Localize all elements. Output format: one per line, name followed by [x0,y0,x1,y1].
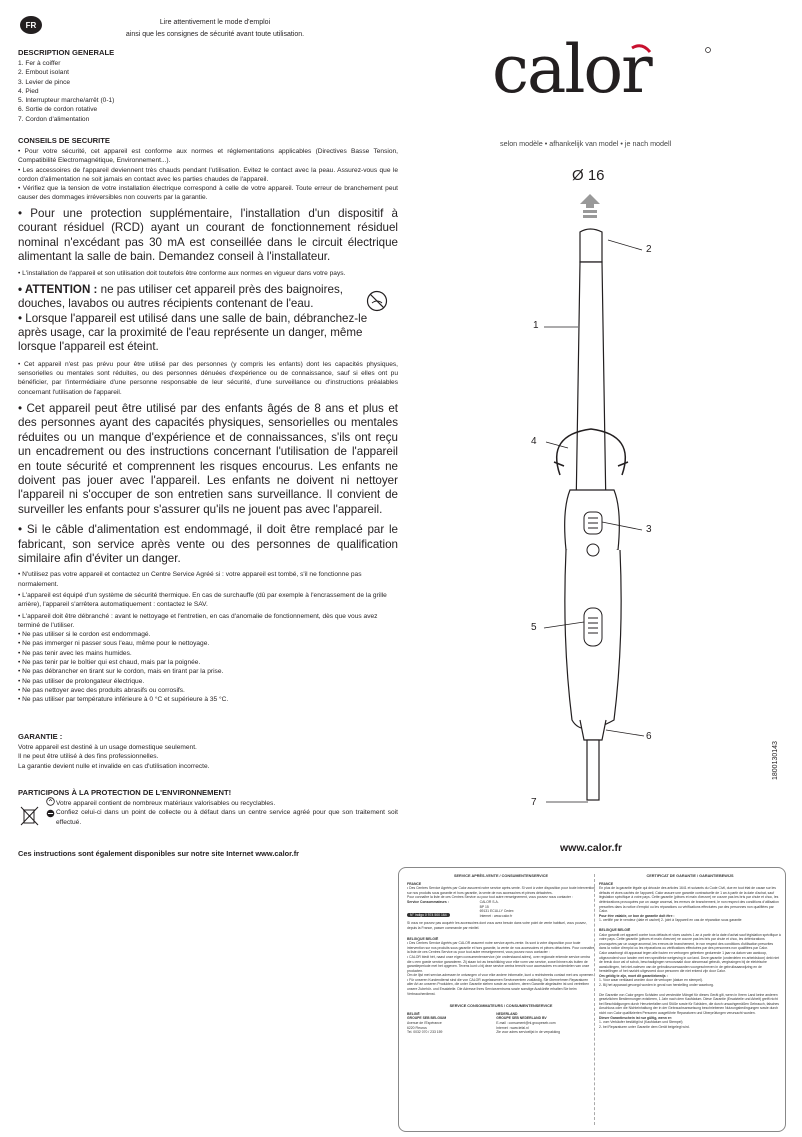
be-line: 6220 Fleurus [407,1025,427,1030]
be-label: BELGIË [407,1011,420,1016]
service-german-text: • Für unseren Kundendienst sind die von CALOR zugelassenen Servicezentren zuständig. Sie übernehmen Reparaturen aller Art an unseren Produkten, die unter Garantie stehen sowie an solchen, deren Garantie abgelaufen ist und vertreiben unsere Zubehör- und Ersatzteile. Die Adresse Ihres Servicezentrums sowie sonstige Auskünfte erhalten Sie beim Verbraucherdienst. [407,977,590,996]
safety-list-item: • Ne pas nettoyer avec des produits abrasifs ou corrosifs. [18,686,185,694]
callout-3: 3 [646,524,652,535]
certificate-condition: Dieser Garantieschein ist nur gültig, wenn er: [599,1015,673,1020]
phone-number: N° Indigo 0 974 500 164 [407,913,450,918]
document-code: 1800130143 [772,741,779,780]
safety-bathroom-warning: • Lorsque l'appareil est utilisé dans une salle de bain, débranchez-le après usage, car la proximité de l'eau représente un danger, même lorsque l'appareil est éteint. [18,311,368,354]
certificate-text: 2- Bij het apparaat gevoegd worden in geval van herstelling onder waarborg. [599,983,714,988]
be-line: Avenue de l'Espérance [407,1021,442,1026]
safety-attention [18,283,398,312]
certificate-france-label: FRANCE [599,881,614,886]
callout-6: 6 [646,731,652,742]
nl-line: Internet : www.tefal.nl [496,1025,529,1030]
card-divider [594,874,595,1125]
description-item: 7. Cordon d'alimentation [18,115,90,123]
barrel-diameter: Ø 16 [572,167,605,184]
address-line: CALOR S.A. [479,899,499,904]
environment-title: PARTICIPONS À LA PROTECTION DE L'ENVIRONNEMENT! [18,788,232,797]
certificate-text: 1- certifié par le vendeur (date et cachet) 2- joint à l'appareil en cas de réparation sous garantie [599,918,742,923]
be-line: Tel. 0032 070 / 233 159 [407,1030,443,1035]
certificate-text: Calor waarborgt dit apparaat tegen alle fouten en verborgen gebreken gedurende 1 jaar na datum van aankoop, uitgezonderd voor landen met een specifieke wetgeving in uw land. Deze garantie (onderdelen en arbeidsloon) dekt niet de breuk door val of schok, beschadigingen veroorzaakt door abnormaal gebruik, vergissingen bij de elektrische aansluitingen, het niet-naleven van de gebruiksvoorwaarden voorgeschreven in de gebruiksaanwijzing en de herstellingen of het nazicht uitgevoerd door personen die niet erkend zijn door Calor. [599,950,780,974]
svg-text:calor: calor [492,34,651,106]
description-item: 5. Interrupteur marche/arrêt (0-1) [18,97,115,105]
guarantee-title: GARANTIE : [18,732,63,741]
safety-paragraph: • Pour votre sécurité, cet appareil est conforme aux normes et réglementations applicables (Directives Basse Tension, Compatibilité Electromagnétique, Environnement...). [18,148,398,165]
service-france-text: • Des Centres Service Agréés par Calor assurent notre service après-vente. Si vont à votre disposition pour toute intervention sur nos produits sous garantie et hors garantie, la vente de nos accessoires et pièces détachées. [407,886,595,895]
safety-paragraph: • Cet appareil n'est pas prévu pour être utilisé par des personnes (y compris les enfants) dont les capacités physiques, sensorielles ou mentales sont réduites, ou des personnes dénuées d'expérience ou de connaissance, sauf si elles ont pu bénéficier, par l'intermédiaire d'une personne responsable de leur sécurité, d'une surveillance ou d'instructions préalables concernant l'utilisation de l'appareil. [18,360,398,396]
certificate-condition: Pour être valable, ce bon de garantie doit être : [599,913,675,918]
nl-line: Zie voor adres servicelijst in de verpakking [496,1030,561,1035]
language-badge: FR [20,16,42,34]
safety-list-item: • Ne pas utiliser par température inférieure à 0 °C et supérieure à 35 °C. [18,696,229,704]
model-variant-note: selon modèle • afhankelijk van model • je nach modell [500,139,672,148]
callout-5: 5 [531,622,537,633]
no-water-icon [366,290,388,312]
service-france-text: Si vous ne pouvez pas acquérir les accessoires dont vous avez besoin dans votre point de vente habituel, vous pouvez, depuis la France, passer commande par minitel. [407,921,587,930]
safety-list-item: • L'appareil est équipé d'un système de sécurité thermique. En cas de surchauffe (dû par exemple à l'encrassement de la grille arrière), l'appareil s'arrêtera automatiquement : contactez le SAV. [18,591,387,609]
certificate-text: Die Garantie von Calor gegen Schäden und versteckte Mängel für dieses Gerät gilt, wenn in Ihrem Land keine anderen gesetzlichen Bestimmungen existieren, 1 Jahr nach dem Kaufdatum. Diese Garantie (Ersatzteile und Arbeit) greift nicht bei Beschädigungen durch Herunterfallen und Stöße sowie für Schäden, die durch unsachgemäßen Gebrauch, falsches Anschluss oder die Nichteinhaltung der in der Gebrauchsanweisung beschriebenen Nutzungsbedingungen sowie durch nicht von Calor qualifizierten Personen ausgeführte Reparaturen und Überprüfungen verursacht wurden. [599,992,780,1016]
description-item: 2. Embout isolant [18,69,69,77]
environment-line-2: Confiez celui-ci dans un point de collecte ou à défaut dans un centre service agréé pour que son traitement soit effectué. [56,809,398,826]
certificate-column [599,874,781,1029]
certificate-belgium-label: BELGIQUE BELGIË [599,927,631,932]
service-column [407,874,595,1035]
certificate-text: 1- vom Verkäufer bestätigt ist (Kaufdatum und Stempel) [599,1020,683,1025]
nl-label: NEDERLAND [496,1011,518,1016]
certificate-text: En plus de la garantie légale qui découle des articles 1641 et suivants du Code Civil, due en tout état de cause sur les défauts et vices cachés de l'appareil, Calor assure une garantie contractuelle de 1 an à partir de la date d'achat, sauf législation spécifique à votre pays. Cette garantie (pièces et main d'œuvre) ne couvre pas les bris par chute et choc, les détériorations provoquées par un usage anormal, les erreurs de branchement, le non respect des conditions d'utilisation prescrites dans la notice d'emploi ou les réparations ou vérifications effectuées par des personnes non qualifiées par Calor. [599,886,779,914]
attention-label: • ATTENTION : [18,282,98,296]
safety-list-item: • Ne pas utiliser si le cordon est endommagé. [18,631,151,639]
description-item: 3. Levier de pince [18,78,71,86]
callout-1: 1 [533,320,539,331]
consumer-service-title: SERVICE CONSOMMATEURS / CONSUMENTENSERVICE [449,1004,553,1009]
intro-note [100,17,330,41]
up-arrow-icon [580,194,600,218]
environment-section [18,788,398,827]
nl-line: E-mail : consument@nl.groupeseb.com [496,1021,556,1026]
safety-section [18,136,398,705]
guarantee-line: Votre appareil est destiné à un usage domestique seulement. [18,744,197,751]
service-belgium-text: • CALOR biedt hét, naast onze eigen consumentenservice (zie onderstaand adres), over regionale erkende service centra die u een goede service garanderen. Zij staan tot uw beschikking voor elke vorm van service, zowel binnen als buiten de garantieperiode met het opgeven. Tevens kunt u bij deze service centra terecht voor accessoires en onderdelen van onze producten. [407,954,590,973]
description-item: 6. Sortie de cordon rotative [18,106,98,114]
callout-2: 2 [646,244,652,255]
safety-children-warning: • Cet appareil peut être utilisé par des enfants âgés de 8 ans et plus et des personnes ayant des capacités physiques, sensorielles ou mentales réduites ou un manque d'expérience et de connaissances, s'ils ont reçu un encadrement ou des instructions concernant l'utilisation de l'appareil en toute sécurité et comprennent les risques encourus. Les enfants ne doivent pas jouer avec l'appareil. Les enfants ne doivent ni nettoyer l'appareil ni s'occuper de son entretien sans surveillance. Il convient de surveiller les enfants pour s'assurer qu'ils ne jouent pas avec l'appareil. [18,401,398,516]
safety-list-item: • Ne pas immerger ni passer sous l'eau, même pour le nettoyage. [18,640,210,648]
recycle-icon [46,797,55,806]
safety-paragraph: • Vérifiez que la tension de votre installation électrique correspond à celle de votre appareil. Toute erreur de branchement peut causer des dommages irréversibles non couverts par la garantie. [18,185,398,202]
address-line: BP 15 [479,904,489,909]
calor-logo [492,34,712,106]
consumer-service-label: Service Consommateurs : [407,899,449,904]
safety-list-item: • N'utilisez pas votre appareil et contactez un Centre Service Agréé si : votre appareil est tombé, s'il ne fonctionne pas normalement. [18,571,362,588]
service-belgium-text: Om de lijst met service-adressen te ontvangen of voor elke andere informatie, kunt u rechtstreeks contact met ons opnemen. [407,973,595,978]
address-line: 69131 ECULLY Cedex [479,909,514,914]
certificate-text: 1- Voor waar verklaard worden door de verkoper (datum en stempel). [599,978,703,983]
safety-list-item: • Ne pas utiliser de prolongateur électrique. [18,677,145,685]
certificate-text: 2- bei Reparaturen unter Garantie dem Gerät beigelegt wird. [599,1024,690,1029]
certificate-title: CERTIFICAT DE GARANTIE / GARANTIEBEWIJS [646,874,734,878]
be-line: GROUPE SEB BELGIUM [407,1016,447,1021]
safety-small-list [18,570,398,704]
service-contact [407,900,595,918]
attention-text: ne pas utiliser cet appareil près des baignoires, douches, lavabos ou autres récipients contenant de l'eau. [18,282,343,311]
safety-title: CONSEILS DE SECURITE [18,136,110,145]
description-item: 1. Fer à coiffer [18,60,61,67]
safety-list-item: • Ne pas tenir par le boîtier qui est chaud, mais par la poignée. [18,659,201,667]
consumer-addresses [407,1012,595,1035]
safety-paragraph: • Les accessoires de l'appareil deviennent très chauds pendant l'utilisation. Evitez le contact avec la peau. Assurez-vous que le cordon d'alimentation ne soit jamais en contact avec les parties chaudes de l'appareil. [18,166,398,183]
service-belgium-label: BELGIQUE BELGIË [407,936,439,941]
environment-line-1: Votre appareil contient de nombreux matériaux valorisables ou recyclables. [56,800,276,807]
description-item: 4. Pied [18,87,39,95]
guarantee-line: Il ne peut être utilisé à des fins professionnelles. [18,753,159,761]
address-line: Internet : www.calor.fr [479,913,513,918]
safety-paragraph: • L'installation de l'appareil et son utilisation doit toutefois être conforme aux normes en vigueur dans votre pays. [18,270,346,278]
safety-list-item: • L'appareil doit être débranché : avant le nettoyage et l'entretien, en cas d'anomalie de fonctionnement, dès que vous avez terminé de l'utiliser. [18,612,378,629]
callout-4: 4 [531,436,537,447]
certificate-condition: Om geldig te zijn, moet dit garantiebewijs : [599,973,668,978]
website-availability-note: Ces instructions sont également disponibles sur notre site Internet www.calor.fr [18,849,300,858]
guarantee-card [398,867,786,1132]
guarantee-section [18,732,398,771]
nl-line: GROUPE SEB NEDERLAND BV [496,1016,547,1021]
safety-cable-warning: • Si le câble d'alimentation est endommagé, il doit être remplacé par le fabricant, son service après vente ou des personnes de qualification similaire afin d'éviter un danger. [18,523,398,565]
collection-point-icon [46,809,55,818]
service-france-text: Pour connaître la liste de ces Centres Service ou pour tout autre renseignement, vous pouvez nous contacter : [407,895,573,900]
service-title: SERVICE APRÈS-VENTE / CONSUMENTENSERVICE [453,874,549,878]
crossed-bin-icon [18,805,42,827]
intro-line-2: ainsi que les consignes de sécurité avant toute utilisation. [125,31,305,38]
safety-rcd-warning: • Pour une protection supplémentaire, l'installation d'un dispositif à courant résiduel (RCD) ayant un courant de fonctionnement résiduel nominal n'excédant pas 30 mA est conseillée dans le circuit électrique alimentant la salle de bain. Demandez conseil à l'installateur. [18,206,398,263]
website-url: www.calor.fr [560,842,623,854]
service-belgium-text: • Des Centres Service Agréés par CALOR assurent notre service après-vente. Ils sont à votre disposition pour toute intervention sur nos produits sous garantie et hors garantie, la vente de nos accessoires et pièces détachées. Pour connaître la liste de ces Centres Service ou pour tout autre renseignement, vous pouvez nous contacter : [407,941,595,955]
guarantee-line: La garantie devient nulle et invalide en cas d'utilisation incorrecte. [18,762,210,770]
description-section [18,48,398,124]
description-title: DESCRIPTION GENERALE [18,48,115,57]
certificate-text: Calor garantit cet appareil contre tous défauts et vices cachés 1 an à partir de la date d'achat sauf législation spécifique à votre pays. Cette garantie (pièces et main d'œuvre) ne couvre pas les bris par chute et choc, les détériorations provoquées par un usage anormal, les erreurs de branchement, le non respect des conditions d'utilisation prescrites dans la notice d'emploi ou les réparations ou vérifications effectuées par des personnes non qualifiées par Calor. [599,932,781,951]
service-france-label: FRANCE [407,881,422,886]
intro-line-1: Lire attentivement le mode d'emploi [159,19,271,26]
callout-7: 7 [531,797,537,808]
safety-list-item: • Ne pas tenir avec les mains humides. [18,649,132,657]
safety-list-item: • Ne pas débrancher en tirant sur le cordon, mais en tirant par la prise. [18,668,224,676]
